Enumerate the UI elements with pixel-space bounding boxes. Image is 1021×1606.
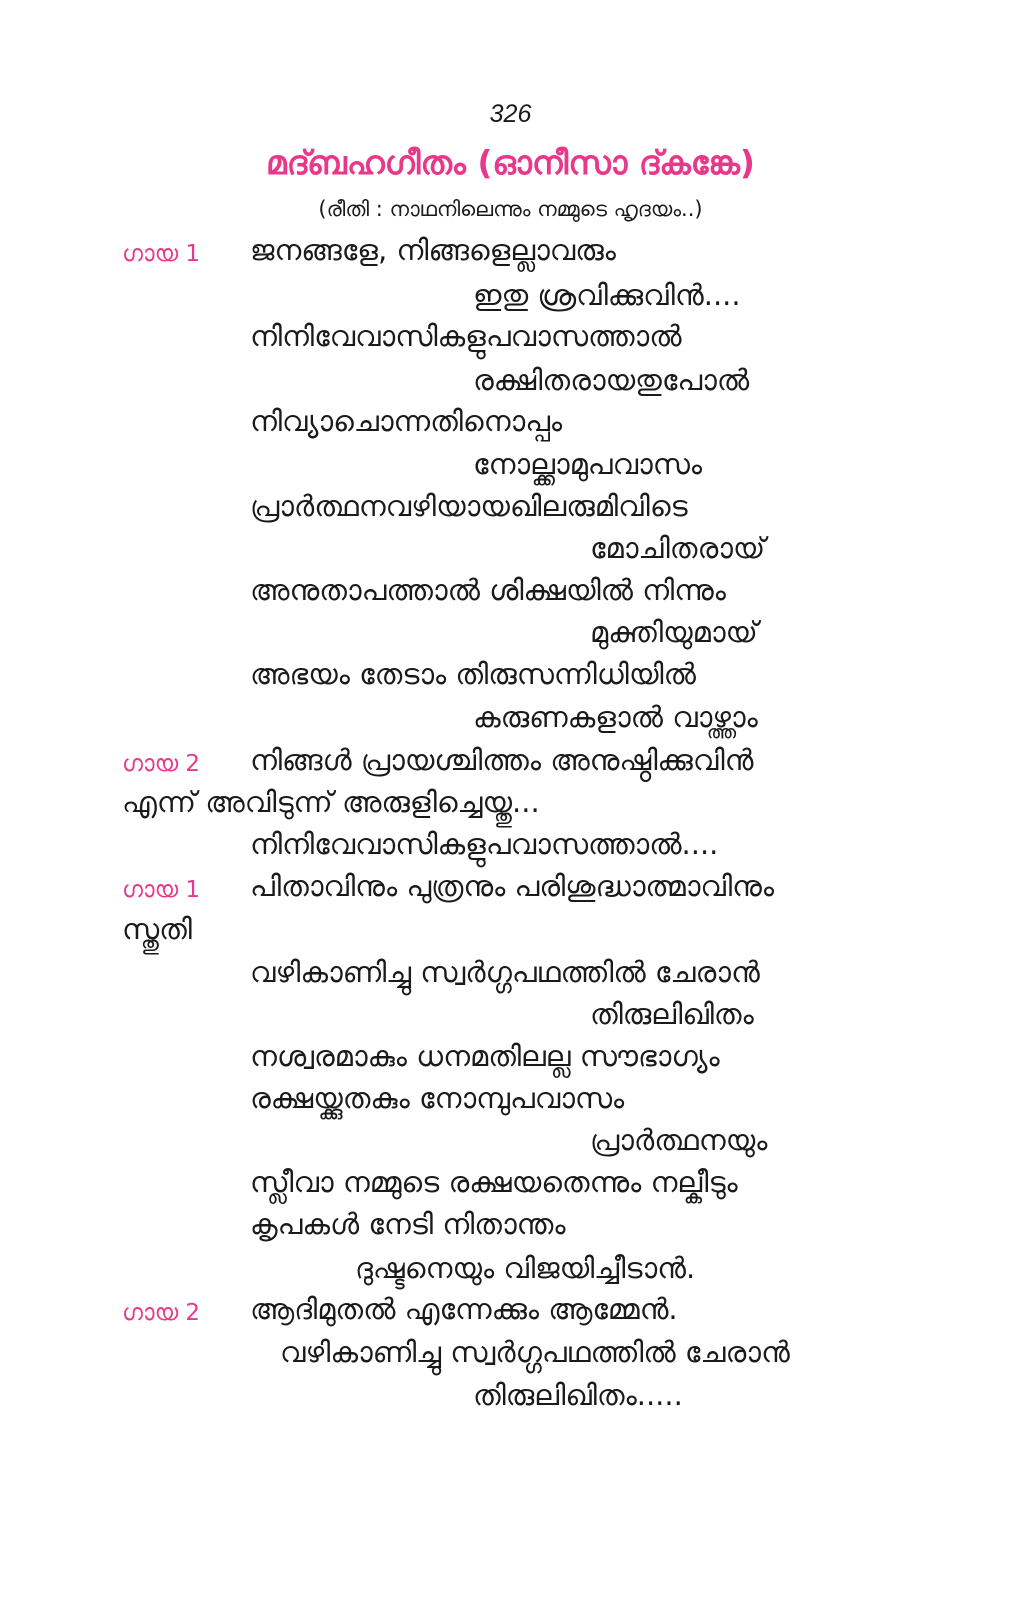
lyric-line: തിരുലിഖിതം..... — [473, 1378, 683, 1412]
lyric-line: നോല്ക്കാമുപവാസം — [473, 447, 703, 481]
lyric-line: നിങ്ങൾ പ്രായശ്ചിത്തം അനുഷ്ഠിക്കുവിൻ — [250, 743, 754, 777]
lyric-line: മുക്തിയുമായ് — [590, 615, 758, 649]
page-number: 326 — [489, 100, 532, 128]
lyric-line: കരുണകളാൽ വാഴ്ത്താം — [473, 700, 758, 734]
lyric-line: അനുതാപത്താൽ ശിക്ഷയിൽ നിന്നും — [250, 573, 726, 607]
lyric-line: നിവ്യാചൊന്നതിനൊപ്പം — [250, 404, 563, 438]
lyric-line: നശ്വരമാകും ധനമതിലല്ല സൗഭാഗ്യം — [250, 1039, 720, 1073]
lyric-line: ആദിമുതൽ എന്നേക്കും ആമ്മേൻ. — [250, 1292, 678, 1326]
gaya-label-1: ഗായ 1 — [122, 241, 201, 267]
lyric-line: വഴികാണിച്ചു സ്വർഗ്ഗപഥത്തിൽ ചേരാൻ — [250, 955, 760, 989]
lyric-line: പ്രാർത്ഥനയും — [590, 1123, 768, 1157]
lyric-line: എന്ന് അവിടുന്ന് അരുളിച്ചെയ്തു... — [122, 785, 540, 819]
lyric-line: രക്ഷിതരായതുപോൽ — [473, 363, 750, 397]
gaya-label-4: ഗായ 2 — [122, 1300, 201, 1326]
lyric-line: ദുഷ്ടനെയും വിജയിച്ചീടാൻ. — [355, 1251, 696, 1285]
gaya-label-2: ഗായ 2 — [122, 751, 201, 777]
lyric-line: ജനങ്ങളേ, നിങ്ങളെല്ലാവരും — [250, 233, 616, 267]
lyric-line: കൃപകൾ നേടി നിതാന്തം — [250, 1207, 566, 1241]
lyric-line: ഇതു ശ്രവിക്കുവിൻ.... — [473, 278, 741, 312]
song-title: മദ്ബഹഗീതം (ഓനീസാ ദ്കങ്കേ) — [266, 143, 755, 182]
lyric-line: മോചിതരായ് — [590, 531, 766, 565]
lyric-line: പിതാവിനും പുത്രനും പരിശുദ്ധാത്മാവിനും — [250, 869, 775, 903]
lyric-line: രക്ഷയ്ക്കുതകും നോമ്പുപവാസം — [250, 1081, 625, 1115]
lyric-line: തിരുലിഖിതം — [590, 997, 754, 1031]
lyric-line: വഴികാണിച്ചു സ്വർഗ്ഗപഥത്തിൽ ചേരാൻ — [280, 1335, 790, 1369]
lyric-line: അഭയം തേടാം തിരുസന്നിധിയിൽ — [250, 657, 696, 691]
tune-note: (രീതി : നാഥനിലെന്നും നമ്മുടെ ഹൃദയം..) — [318, 197, 703, 221]
lyric-line: നിനിവേവാസികളുപവാസത്താൽ.... — [250, 827, 719, 861]
gaya-label-3: ഗായ 1 — [122, 877, 201, 903]
lyric-line: സ്ലീവാ നമ്മുടെ രക്ഷയതെന്നും നല്കീടും — [250, 1165, 738, 1199]
lyric-line: നിനിവേവാസികളുപവാസത്താൽ — [250, 319, 682, 353]
lyric-line: പ്രാർത്ഥനവഴിയായഖിലരുമിവിടെ — [250, 489, 688, 523]
lyric-line: സ്തുതി — [122, 912, 192, 946]
